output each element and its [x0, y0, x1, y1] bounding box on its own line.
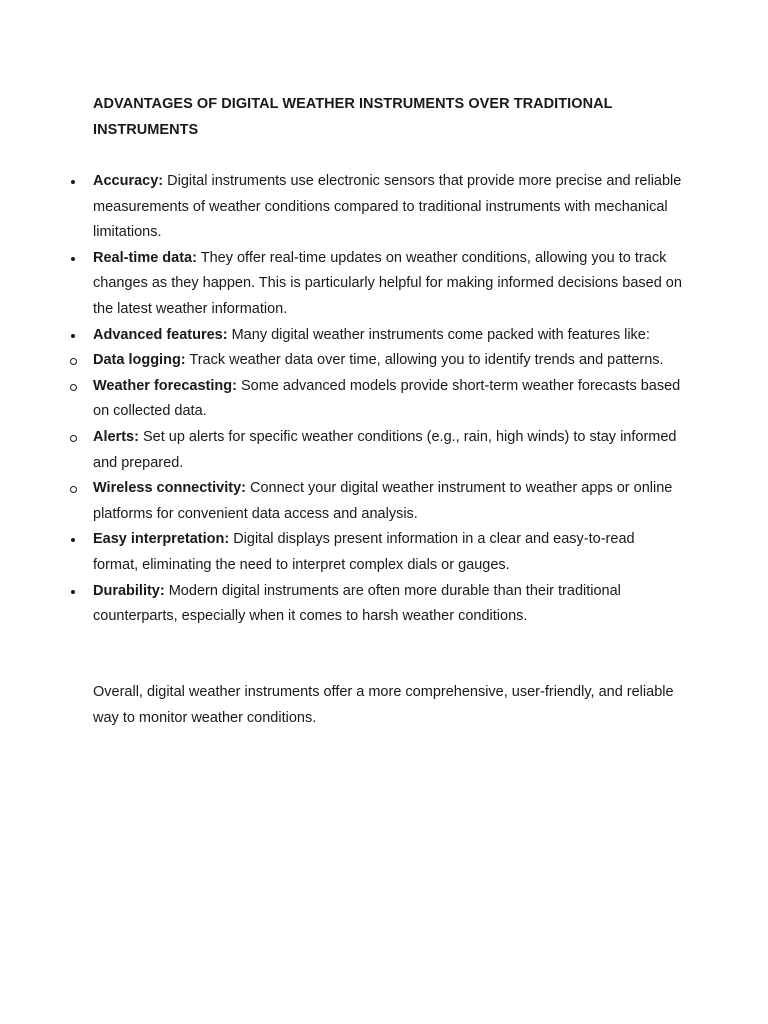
list-item-wireless-connectivity [0, 476, 683, 527]
item-term: Wireless connectivity: [93, 480, 246, 497]
list-item-advanced-features [0, 323, 683, 349]
list-item-easy-interpretation [0, 527, 683, 578]
item-text: Track weather data over time, allowing you to identify trends and patterns. [185, 352, 664, 369]
item-text: Digital instruments use electronic sensors that provide more precise and reliable measurements of weather conditions compared to traditional instruments with mechanical limitations. [93, 173, 682, 241]
document-title: ADVANTAGES OF DIGITAL WEATHER INSTRUMENTS OVER TRADITIONAL INSTRUMENTS [93, 96, 613, 138]
advantages-list [0, 169, 768, 630]
item-term: Advanced features: [93, 326, 228, 343]
item-term: Alerts: [93, 428, 139, 445]
list-item-accuracy [0, 169, 683, 246]
item-text: Digital displays present information in a clear and easy-to-read format, eliminating the need to interpret complex dials or gauges. [93, 531, 635, 573]
list-item-weather-forecasting [0, 374, 683, 425]
item-text: Many digital weather instruments come packed with features like: [227, 326, 650, 343]
item-text: They offer real-time updates on weather conditions, allowing you to track changes as they happen. This is particularly helpful for making informed decisions based on the latest weather information. [93, 249, 682, 317]
item-text: Connect your digital weather instrument to weather apps or online platforms for convenient data access and analysis. [93, 480, 673, 522]
item-text: Set up alerts for specific weather conditions (e.g., rain, high winds) to stay informed and prepared. [93, 428, 677, 471]
conclusion-paragraph: Overall, digital weather instruments offer a more comprehensive, user-friendly, and reliable way to monitor weather conditions. [93, 684, 674, 726]
list-item-data-logging [0, 348, 683, 374]
item-term: Weather forecasting: [93, 377, 237, 394]
item-term: Durability: [93, 582, 165, 599]
list-item-durability [0, 579, 683, 630]
item-text: Modern digital instruments are often more durable than their traditional counterparts, especially when it comes to harsh weather conditions. [93, 582, 621, 625]
list-item-real-time-data [0, 246, 683, 323]
item-term: Easy interpretation: [93, 531, 230, 548]
item-term: Data logging: [93, 352, 186, 369]
item-term: Accuracy: [93, 173, 164, 189]
item-text: Some advanced models provide short-term weather forecasts based on collected data. [93, 377, 681, 420]
list-item-alerts [0, 425, 683, 476]
item-term: Real-time data: [93, 249, 197, 266]
